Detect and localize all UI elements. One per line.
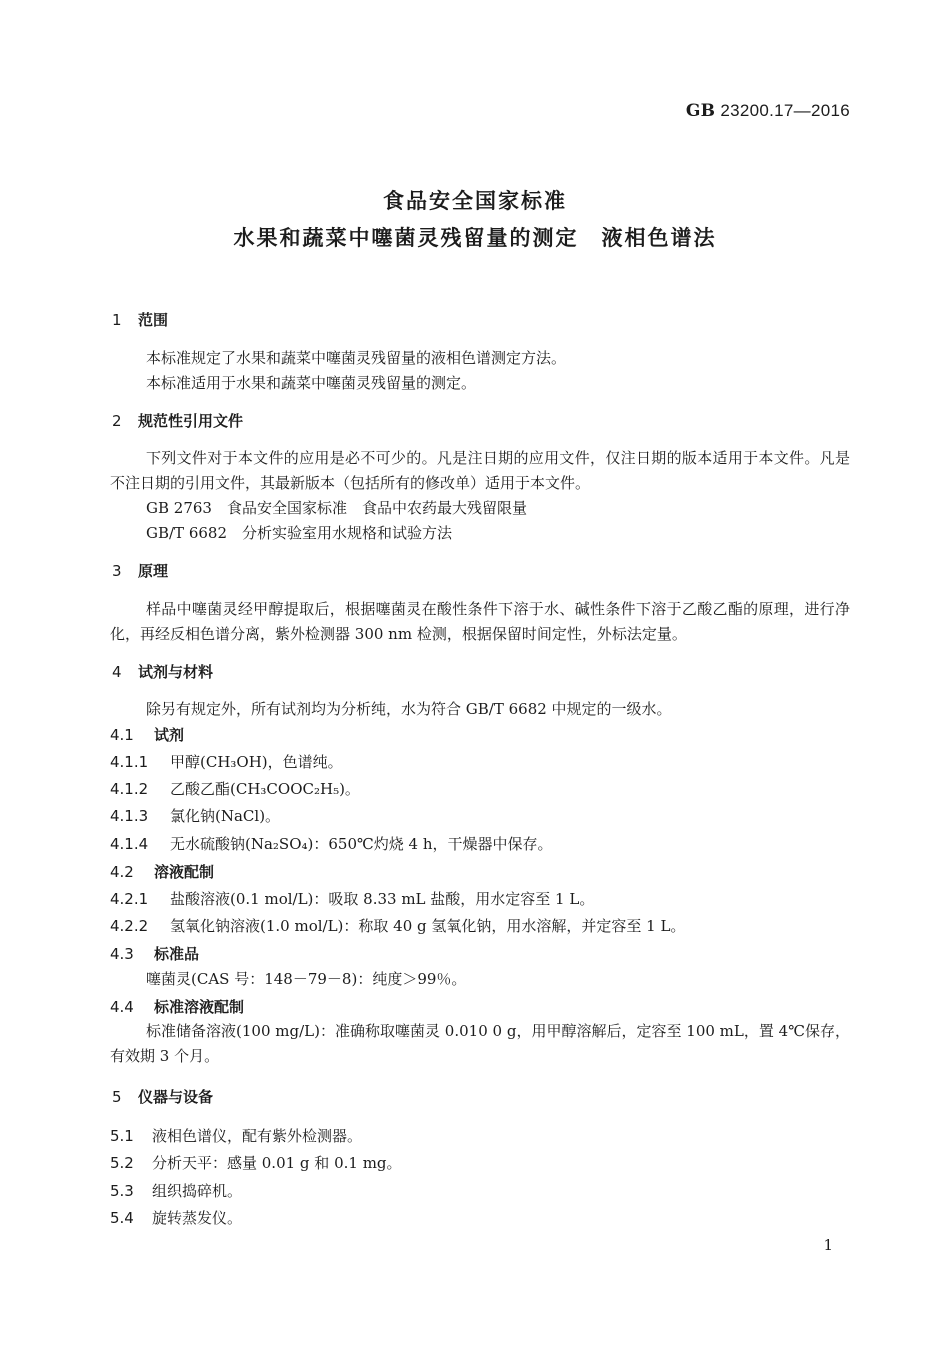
subsection-number: 4.2	[110, 863, 134, 881]
item-number: 5.1	[110, 1127, 134, 1145]
section-4-paragraph-1: 除另有规定外，所有试剂均为分析纯，水为符合 GB/T 6682 中规定的一级水。	[146, 700, 672, 718]
section-title: 试剂与材料	[138, 663, 214, 681]
item-number: 4.1.4	[110, 835, 149, 853]
item-number: 4.1.1	[110, 753, 149, 771]
item-4-1-4	[110, 833, 553, 854]
item-text: 盐酸溶液(0.1 mol/L)：吸取 8.33 mL 盐酸，用水定容至 1 L。	[170, 890, 595, 908]
section-4-2-heading	[110, 861, 214, 882]
item-text: 无水硫酸钠(Na₂SO₄)：650℃灼烧 4 h，干燥器中保存。	[170, 835, 553, 853]
standard-prefix: GB	[685, 101, 716, 121]
item-number: 4.2.2	[110, 917, 149, 935]
item-4-1-2	[110, 778, 360, 799]
standard-code	[686, 101, 850, 121]
item-5-2	[110, 1152, 402, 1173]
item-text: 液相色谱仪，配有紫外检测器。	[152, 1127, 363, 1145]
item-4-2-2	[110, 915, 685, 936]
item-5-4	[110, 1207, 242, 1228]
section-number: 2	[112, 412, 122, 430]
item-5-3	[110, 1180, 242, 1201]
section-title: 原理	[138, 562, 169, 580]
document-title-line1: 食品安全国家标准	[383, 189, 567, 213]
section-4-4-heading	[110, 996, 244, 1017]
page-number: 1	[823, 1236, 833, 1254]
item-text: 分析天平：感量 0.01 g 和 0.1 mg。	[152, 1154, 402, 1172]
item-number: 5.2	[110, 1154, 134, 1172]
section-4-heading	[112, 661, 213, 682]
item-number: 4.1.3	[110, 807, 149, 825]
section-3-heading	[112, 560, 168, 581]
section-1-paragraph-2: 本标准适用于水果和蔬菜中噻菌灵残留量的测定。	[146, 374, 477, 392]
section-4-4-paragraph: 标准储备溶液(100 mg/L)：准确称取噻菌灵 0.010 0 g，用甲醇溶解后，定容至 100 mL，置 4℃保存，有效期 3 个月。	[110, 1022, 850, 1065]
item-text: 氯化钠(NaCl)。	[170, 807, 281, 825]
section-4-1-heading	[110, 724, 184, 745]
item-number: 4.1.2	[110, 780, 149, 798]
section-2-heading	[112, 410, 243, 431]
subsection-title: 标准品	[154, 945, 200, 963]
section-5-heading	[112, 1086, 213, 1107]
item-4-2-1	[110, 888, 594, 909]
item-text: 甲醇(CH₃OH)，色谱纯。	[170, 753, 343, 771]
document-title-line2: 水果和蔬菜中噻菌灵残留量的测定 液相色谱法	[233, 226, 717, 250]
subsection-title: 标准溶液配制	[154, 998, 245, 1016]
subsection-title: 溶液配制	[154, 863, 215, 881]
section-2-paragraph-1: 下列文件对于本文件的应用是必不可少的。凡是注日期的应用文件，仅注日期的版本适用于本文件。凡是不注日期的引用文件，其最新版本（包括所有的修改单）适用于本文件。	[110, 449, 850, 492]
subsection-number: 4.4	[110, 998, 134, 1016]
section-number: 3	[112, 562, 122, 580]
section-2-reference-1: GB 2763 食品安全国家标准 食品中农药最大残留限量	[146, 499, 527, 517]
section-number: 4	[112, 663, 122, 681]
section-4-3-heading	[110, 943, 199, 964]
subsection-title: 试剂	[154, 726, 185, 744]
section-2-reference-2: GB/T 6682 分析实验室用水规格和试验方法	[146, 524, 453, 542]
item-number: 4.2.1	[110, 890, 149, 908]
item-number: 5.4	[110, 1209, 134, 1227]
section-4-3-paragraph: 噻菌灵(CAS 号：148－79－8)：纯度＞99％。	[146, 970, 467, 988]
item-text: 组织捣碎机。	[152, 1182, 243, 1200]
item-number: 5.3	[110, 1182, 134, 1200]
item-text: 旋转蒸发仪。	[152, 1209, 243, 1227]
standard-number: 23200.17—2016	[720, 101, 850, 120]
section-title: 规范性引用文件	[138, 412, 244, 430]
subsection-number: 4.1	[110, 726, 134, 744]
section-1-heading	[112, 309, 168, 330]
item-text: 氢氧化钠溶液(1.0 mol/L)：称取 40 g 氢氧化钠，用水溶解，并定容至 1 L。	[170, 917, 686, 935]
section-title: 范围	[138, 311, 169, 329]
section-1-paragraph-1: 本标准规定了水果和蔬菜中噻菌灵残留量的液相色谱测定方法。	[146, 349, 567, 367]
section-title: 仪器与设备	[138, 1088, 214, 1106]
item-4-1-3	[110, 805, 280, 826]
section-3-paragraph-1: 样品中噻菌灵经甲醇提取后，根据噻菌灵在酸性条件下溶于水、碱性条件下溶于乙酸乙酯的原理，进行净化，再经反相色谱分离，紫外检测器 300 nm 检测，根据保留时间定性，外标法定量。	[110, 600, 850, 643]
subsection-number: 4.3	[110, 945, 134, 963]
section-number: 5	[112, 1088, 122, 1106]
section-number: 1	[112, 311, 122, 329]
item-5-1	[110, 1125, 362, 1146]
item-4-1-1	[110, 751, 343, 772]
item-text: 乙酸乙酯(CH₃COOC₂H₅)。	[170, 780, 360, 798]
